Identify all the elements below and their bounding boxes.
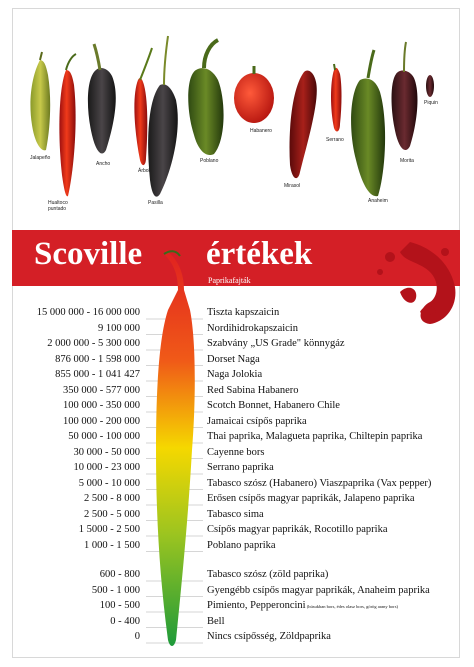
pepper-label-poblano: Poblano [200,158,219,164]
scoville-range: 2 500 - 8 000 [84,493,140,504]
pepper-name: Pimiento, Pepperoncini (húsukban bors, édes olasz bors, görög arany bors) [207,600,399,611]
pepper-name: Tiszta kapszaicin [207,307,280,318]
scoville-range: 2 000 000 - 5 300 000 [47,338,140,349]
pepper-name: Dorset Naga [207,353,260,365]
pepper-name: Erősen csípős magyar paprikák, Jalapeno paprika [207,493,415,504]
pepper-name: Poblano paprika [207,539,276,551]
scoville-range: 600 - 800 [99,569,140,580]
pepper-label-arbol: Árbol [138,168,150,174]
pepper-name: Tabasco szósz (Habanero) Viaszpaprika (Vax pepper) [207,477,432,489]
scoville-range: 500 - 1 000 [91,584,140,596]
pepper-label-habanero: Habanero [250,128,272,134]
pepper-label-morita: Morita [400,158,414,164]
scoville-range: 1 000 - 1 500 [84,539,140,551]
pepper-name: Csípős magyar paprikák, Rocotillo paprika [207,524,388,535]
scoville-range: 5 000 - 10 000 [78,477,140,489]
pepper-label-piquin: Piquin [424,100,438,106]
pepper-name: Bell [207,615,225,627]
scoville-range: 855 000 - 1 041 427 [55,369,140,380]
scoville-range: 876 000 - 1 598 000 [55,353,140,365]
scoville-range: 0 - 400 [110,615,140,627]
pepper-label-anaheim: Anaheim [368,198,388,204]
page-title-scoville: Scoville [34,236,143,272]
scoville-range: 1 5000 - 2 500 [78,524,140,535]
scoville-range: 0 [134,631,140,642]
pepper-name: Tabasco sima [207,508,264,520]
pepper-label-jalapeno: Jalapeño [30,155,51,161]
page-title-ertekek: értékek [206,236,313,272]
pepper-name: Serrano paprika [207,462,274,473]
pepper-label-pasilla: Pasilla [148,200,163,206]
scoville-range: 10 000 - 23 000 [73,462,140,473]
scoville-range: 50 000 - 100 000 [68,431,140,442]
pepper-name: Cayenne bors [207,446,265,458]
page-subtitle: Paprikafajták [208,276,251,285]
pepper-name: Jamaicai csípős paprika [207,415,307,427]
pepper-name: Nincs csípősség, Zöldpaprika [207,631,331,642]
pepper-name: Red Sabina Habanero [207,384,299,396]
pepper-label-ancho: Ancho [96,161,111,167]
pepper-name: Nordihidrokapszaicin [207,322,298,334]
pepper-name: Scotch Bonnet, Habanero Chile [207,400,340,411]
pepper-name: Tabasco szósz (zöld paprika) [207,569,329,580]
scoville-range: 9 100 000 [98,322,140,334]
pepper-label-serrano: Serrano [326,137,344,143]
scoville-range: 30 000 - 50 000 [73,446,140,458]
scoville-range: 100 000 - 200 000 [63,415,140,427]
scoville-range: 350 000 - 577 000 [63,384,140,396]
scoville-range: 15 000 000 - 16 000 000 [36,307,140,318]
pepper-label-mirasol: Mirasol [284,183,301,189]
scoville-range: 2 500 - 5 000 [84,508,140,520]
pepper-name: Naga Jolokia [207,369,263,380]
pepper-name: Szabvány „US Grade" könnygáz [207,338,345,349]
pepper-name: Thai paprika, Malagueta paprika, Chiltepin paprika [207,431,423,442]
chili-gradient-shape [156,250,195,646]
scoville-range: 100 - 500 [99,600,140,611]
pepper-name: Gyengébb csípős magyar paprikák, Anaheim paprika [207,584,430,596]
pepper-note: (húsukban bors, édes olasz bors, görög arany bors) [305,604,399,609]
pepper-label-hualtoco: Hualtoco puntado [48,200,68,212]
scoville-range: 100 000 - 350 000 [63,400,140,411]
